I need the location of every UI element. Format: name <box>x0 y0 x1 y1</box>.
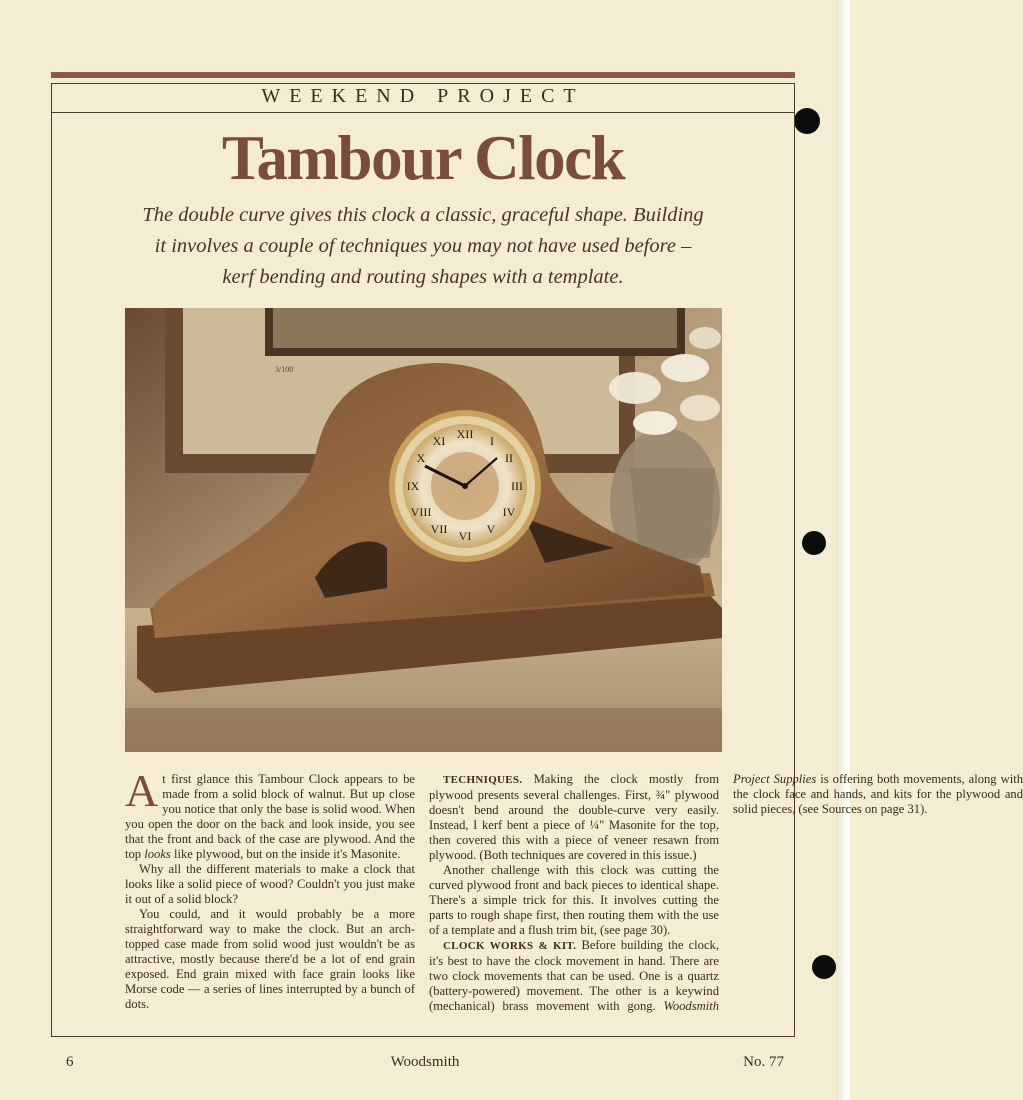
svg-text:IV: IV <box>502 505 516 519</box>
svg-text:II: II <box>505 451 513 465</box>
paragraph-clock-works: CLOCK WORKS & KIT. Before building the clock, it's best to have the clock movement in hand. There are two clock movements that can be used. One is a quartz (battery-powered) movement. The other is a keywind (mechanical) brass movement with gong. Woodsmith Project Supplies is offering both movements, along with the clock face and hands, and kits for the plywood and solid pieces, (see Sources on page 31). <box>429 772 1023 1013</box>
binder-hole-middle <box>802 531 826 555</box>
issue-number: No. 77 <box>743 1054 784 1070</box>
svg-text:VII: VII <box>430 522 448 536</box>
page-edge <box>836 0 850 1100</box>
print-signature: 3/100 <box>275 365 294 374</box>
svg-text:VIII: VIII <box>410 505 432 519</box>
svg-text:I: I <box>490 434 494 448</box>
publication-name: Woodsmith <box>390 1054 460 1070</box>
svg-text:V: V <box>486 522 496 536</box>
article-body <box>125 765 1023 1022</box>
svg-text:IX: IX <box>406 479 420 493</box>
paragraph-5: Another challenge with this clock was cutting the curved plywood front and back pieces to identical shape. There's a simple trick for this. It involves cutting the parts to rough shape first, then routing them with the use of a template and a flush trim bit, (see page 30). <box>429 863 719 937</box>
svg-text:X: X <box>416 451 426 465</box>
tambour-clock-photo <box>125 308 722 752</box>
svg-text:XI: XI <box>432 434 446 448</box>
run-in-head-techniques: TECHNIQUES. <box>443 774 523 786</box>
binder-hole-bottom <box>812 955 836 979</box>
binder-hole-top <box>794 108 820 134</box>
header-rule <box>51 72 795 78</box>
drop-cap: A <box>125 765 159 816</box>
kicker-divider <box>51 112 795 113</box>
article-title: Tambour Clock <box>221 123 625 193</box>
paragraph-3: You could, and it would probably be a more straightforward way to make the clock. But an arch-topped case made from solid wood just wouldn't be as attractive, mostly because there'd be a lot of end grain exposed. End grain mixed with face grain looks like Morse code — a series of lines interrupted by a bunch of dots. <box>125 907 415 1011</box>
page-number: 6 <box>66 1054 74 1070</box>
article-subtitle: The double curve gives this clock a classic, graceful shape. Building it involves a couple of techniques you may not have used before – kerf bending and routing shapes with a template. <box>142 204 704 288</box>
paragraph-1: At first glance this Tambour Clock appears to be made from a solid block of walnut. But up close you notice that only the base is solid wood. When you open the door on the back and look inside, you see that the front and back of the case are plywood. And the top looks like plywood, but on the inside it's Masonite. <box>125 765 415 861</box>
run-in-head-clock-works: CLOCK WORKS & KIT. <box>443 940 577 952</box>
section-kicker: WEEKEND PROJECT <box>261 85 585 107</box>
paragraph-techniques: TECHNIQUES. Making the clock mostly from plywood presents several challenges. First, ¾" plywood doesn't bend around the double-curve very easily. Instead, I kerf bent a piece of ¼" Masonite for the top, then covered this with a piece of veneer resawn from plywood. (Both techniques are covered in this issue.) <box>429 772 719 862</box>
svg-text:XII: XII <box>456 427 474 441</box>
paragraph-2: Why all the different materials to make a clock that looks like a solid piece of wood? Couldn't you just make it out of a solid block? <box>125 862 415 906</box>
clock-dial <box>389 410 541 562</box>
svg-text:VI: VI <box>458 529 472 543</box>
svg-text:III: III <box>511 479 523 493</box>
